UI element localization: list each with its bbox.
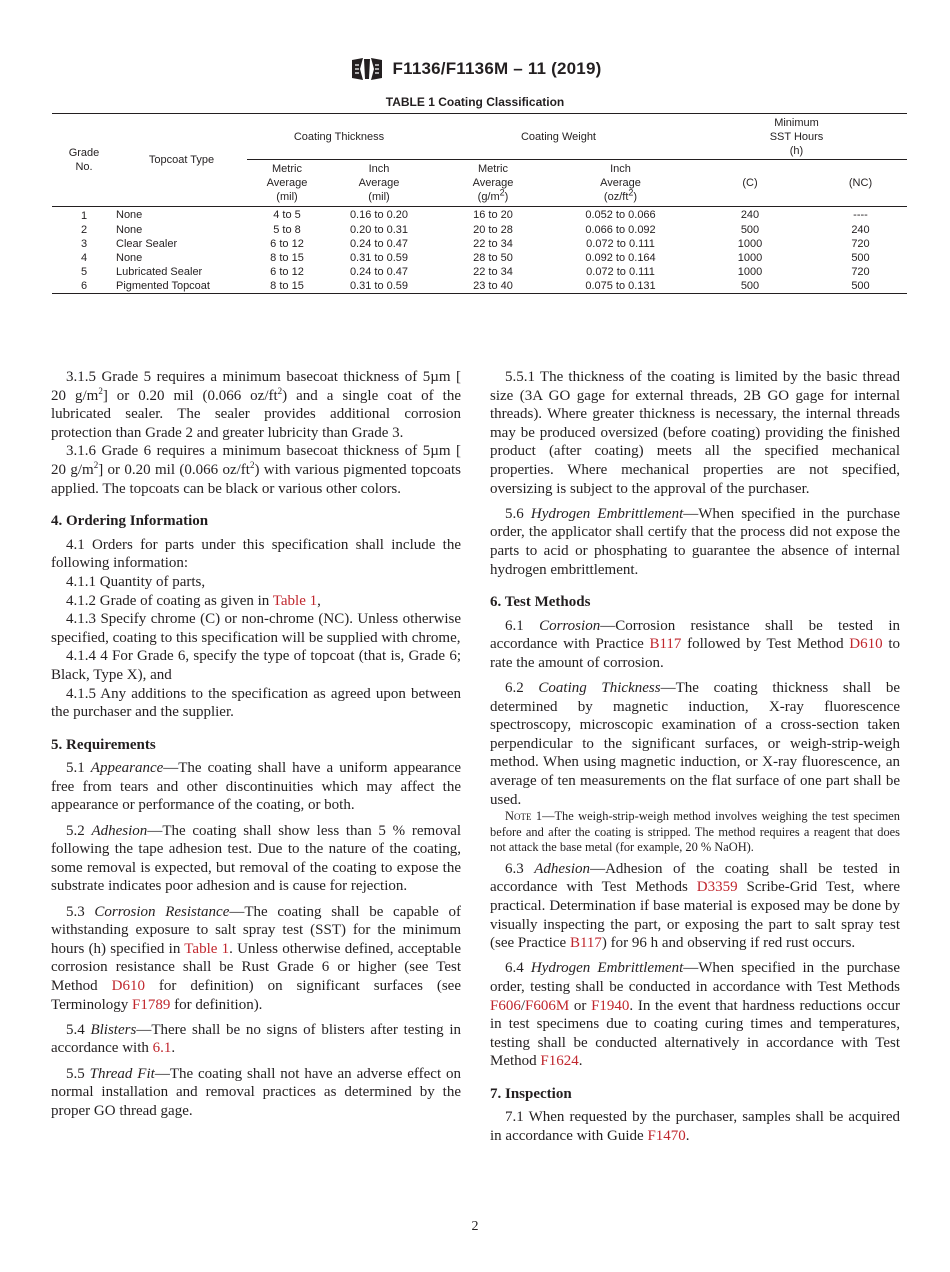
- cell-inch-thickness: 0.24 to 0.47: [349, 238, 409, 250]
- header-nc: (NC): [814, 160, 907, 207]
- para-4-1-3: 4.1.3 Specify chrome (C) or non-chrome (NC). Unless otherwise specified, coating to this specification will be supplied with chrome,: [51, 611, 461, 646]
- table-row: [52, 237, 907, 251]
- cell-inch-weight: 0.075 to 0.131: [555, 279, 686, 294]
- para-3-1-6: 3.1.6 Grade 6 requires a minimum basecoat thickness of 5µm [ 20 $g/m^2$] or 0.20 mil (0.066 $oz/ft^2$) with various pigmented topcoats applied. The topcoats can be black or various other colors.: [51, 443, 461, 497]
- section-heading: 5. Requirements: [51, 736, 156, 753]
- f1940-link[interactable]: F1940: [591, 997, 630, 1014]
- page-number: 2: [471, 1219, 479, 1234]
- section-heading: 6. Test Methods: [490, 594, 591, 611]
- cell-sst-nc: 500: [814, 279, 907, 294]
- table-row: [52, 279, 907, 294]
- table-row: [52, 251, 907, 265]
- f606-link[interactable]: F606: [490, 997, 521, 1014]
- para-6-2: 6.2 Coating Thickness—The coating thickness shall be determined by magnetic induction, X-ray fluorescence spectroscopy, microscopic examination of a cross-section taken perpendicular to the significant surfaces, or weigh-strip-weigh method. When using magnetic induction, or X-ray fluorescence, an average of ten measurements on the flat surface of one part shall be used.: [490, 680, 901, 808]
- cell-sst-c: 1000: [737, 238, 763, 250]
- table-1-link[interactable]: Table 1: [272, 592, 318, 609]
- cell-sst-c: 500: [740, 224, 760, 236]
- para-3-1-5: 3.1.5 Grade 5 requires a minimum basecoat thickness of 5µm [ 20 $g/m^2$] or 0.20 mil (0.066 $oz/ft^2$) and a single coat of the lubricated sealer. The sealer provides additional corrosion protection than Grade 2 and greater lubricity than Grade 3.: [51, 369, 461, 441]
- cell-sst-nc: 720: [851, 238, 870, 250]
- header-thickness: Coating Thickness: [247, 114, 431, 160]
- cell-metric-weight: 22 to 34: [473, 238, 513, 250]
- cell-metric-thickness: 5 to 8: [273, 224, 301, 236]
- cell-metric-thickness: 4 to 5: [273, 209, 301, 221]
- b117-link[interactable]: B117: [569, 935, 602, 952]
- d3359-link[interactable]: D3359: [696, 879, 738, 896]
- para-6-1: 6.1 Corrosion—Corrosion resistance shall be tested in accordance with Practice B117 followed by Test Method D610 to rate the amount of corrosion.: [490, 617, 901, 671]
- para-6-4: 6.4 Hydrogen Embrittlement—When specified in the purchase order, testing shall be conducted in accordance with Test Methods F606/F606M or F1940. In the event that hardness reductions occur in test specimens due to coating curing times and temperatures, testing shall be conducted alternatively in accordance with Test Method F1624.: [490, 960, 900, 1070]
- para-6-3: 6.3 Adhesion—Adhesion of the coating shall be tested in accordance with Test Methods D3359 Scribe-Grid Test, where practical. Determination if base material is exposed may be done by visually inspecting the part, or exposing the part to salt spray test (see Practice B117) for 96 h and observing if red rust occurs.: [490, 860, 901, 952]
- cell-inch-thickness: 0.31 to 0.59: [327, 279, 431, 294]
- cell-metric-thickness: 8 to 15: [247, 279, 327, 294]
- astm-logo-icon: [349, 56, 385, 82]
- cell-metric-weight: 22 to 34: [473, 266, 513, 278]
- para-4-1-1: 4.1.1 Quantity of parts,: [66, 573, 206, 590]
- cell-sst-nc: ----: [853, 209, 868, 221]
- cell-inch-weight: 0.092 to 0.164: [585, 252, 656, 264]
- header-topcoat: Topcoat Type: [116, 114, 247, 207]
- section-heading: 4. Ordering Information: [51, 513, 209, 530]
- cell-sst-nc: 240: [851, 224, 870, 236]
- cell-grade: 2: [80, 224, 88, 236]
- coating-classification-table: [52, 113, 907, 294]
- para-4-1: 4.1 Orders for parts under this specification shall include the following information:: [51, 536, 461, 572]
- header-inch-oz: Inch Average $(oz/ft^2)$: [555, 160, 686, 207]
- cell-inch-thickness: 0.31 to 0.59: [349, 252, 409, 264]
- cell-topcoat: None: [116, 209, 143, 221]
- cell-sst-c: 1000: [737, 252, 763, 264]
- cell-inch-weight: 0.072 to 0.111: [586, 266, 655, 278]
- f1470-link[interactable]: F1470: [647, 1128, 686, 1145]
- para-4-1-5: 4.1.5 Any additions to the specification as agreed upon between the purchaser and the supplier.: [51, 685, 461, 721]
- table-title: TABLE 1 Coating Classification: [385, 95, 565, 109]
- cell-inch-weight: 0.072 to 0.111: [586, 238, 655, 250]
- b117-link[interactable]: B117: [649, 636, 682, 653]
- cell-sst-nc: 720: [851, 266, 870, 278]
- section-heading: 7. Inspection: [490, 1085, 572, 1102]
- cell-topcoat: Lubricated Sealer: [116, 266, 203, 278]
- page-header: [0, 56, 950, 87]
- cell-inch-thickness: 0.20 to 0.31: [349, 224, 409, 236]
- right-column: [490, 368, 900, 1152]
- para-5-5-1: 5.5.1 The thickness of the coating is limited by the basic thread size (3A GO gage for external threads, 2B GO gage for internal threads). Where greater thickness is necessary, the internal threads may be produced oversized (before coating) providing the finished product (after coating) meets all the specified mechanical properties. Where mechanical properties are not specified, oversizing is subject to the approval of the purchaser.: [490, 369, 900, 497]
- cell-sst-c: 500: [686, 279, 814, 294]
- cell-metric-weight: 28 to 50: [473, 252, 513, 264]
- header-sst: Minimum SST Hours (h): [686, 114, 907, 160]
- left-column: [51, 368, 461, 1127]
- table-row: [52, 265, 907, 279]
- para-5-6: 5.6 Hydrogen Embrittlement—When specified in the purchase order, the applicator shall certify that the process did not expose the parts to acid or phosphating to guarantee the absence of internal hydrogen embrittlement.: [490, 505, 900, 578]
- header-inch-mil: Inch Average (mil): [327, 160, 431, 207]
- para-5-1: 5.1 Appearance—The coating shall have a uniform appearance free from tears and other discontinuities which may affect the appearance or performance of the coating, or both.: [51, 760, 461, 814]
- d610-link[interactable]: D610: [849, 636, 883, 653]
- cell-sst-nc: 500: [851, 252, 870, 264]
- cell-inch-weight: 0.052 to 0.066: [585, 209, 656, 221]
- para-7-1: 7.1 When requested by the purchaser, samples shall be acquired in accordance with Guide F1470.: [490, 1109, 900, 1145]
- header-c: (C): [686, 160, 814, 207]
- d610-link[interactable]: D610: [111, 978, 145, 994]
- f1789-link[interactable]: F1789: [132, 996, 171, 1013]
- table-row: [52, 223, 907, 237]
- para-5-4: 5.4 Blisters—There shall be no signs of blisters after testing in accordance with 6.1.: [51, 1021, 461, 1057]
- cell-grade: 3: [80, 238, 88, 250]
- note-1: Note 1—The weigh-strip-weigh method involves weighing the test specimen before and after the coating is stripped. The method requires a reagent that does not attack the base metal (for example, 20 % NaOH).: [490, 809, 900, 855]
- para-5-5: 5.5 Thread Fit—The coating shall not have an adverse effect on normal installation and removal practices as determined by the proper GO thread gage.: [51, 1065, 462, 1119]
- cell-metric-thickness: 6 to 12: [270, 266, 304, 278]
- cell-grade: 4: [80, 252, 88, 264]
- para-5-2: 5.2 Adhesion—The coating shall show less than 5 % removal following the tape adhesion test. Due to the nature of the coating, some removal is expected, but removal of the coating to expose the substrate indicates poor adhesion and is cause for rejection.: [51, 822, 462, 895]
- standard-designation: F1136/F1136M – 11 (2019): [392, 59, 602, 78]
- f606m-link[interactable]: F606M: [525, 997, 570, 1014]
- cell-grade: 5: [80, 266, 88, 278]
- cell-topcoat: None: [116, 224, 143, 236]
- header-weight: Coating Weight: [431, 114, 686, 160]
- cell-metric-thickness: 8 to 15: [270, 252, 304, 264]
- cell-grade: 1: [80, 210, 88, 222]
- cell-topcoat: Clear Sealer: [116, 238, 178, 250]
- cell-topcoat: Pigmented Topcoat: [116, 279, 247, 294]
- table-row: [52, 207, 907, 224]
- cell-metric-weight: 16 to 20: [473, 209, 513, 221]
- cell-metric-thickness: 6 to 12: [270, 238, 304, 250]
- para-4-1-4: 4.1.4 4 For Grade 6, specify the type of topcoat (that is, Grade 6; Black, Type X), and: [51, 648, 461, 683]
- table-1-link[interactable]: Table 1: [184, 940, 230, 957]
- para-4-1-2: 4.1.2 Grade of coating as given in Table 1,: [66, 592, 321, 609]
- cell-sst-c: 1000: [737, 266, 763, 278]
- f1624-link[interactable]: F1624: [540, 1053, 579, 1070]
- cell-topcoat: None: [116, 252, 143, 264]
- cell-inch-thickness: 0.16 to 0.20: [349, 209, 409, 221]
- header-metric-mil: Metric Average (mil): [247, 160, 327, 207]
- cell-sst-c: 240: [740, 209, 760, 221]
- cell-metric-weight: 23 to 40: [431, 279, 555, 294]
- cell-inch-weight: 0.066 to 0.092: [585, 224, 656, 236]
- cell-grade: 6: [52, 279, 116, 294]
- cell-metric-weight: 20 to 28: [473, 224, 513, 236]
- header-grade: Grade No.: [52, 114, 116, 207]
- header-metric-g: Metric Average $(g/m^2)$: [431, 160, 555, 207]
- cell-inch-thickness: 0.24 to 0.47: [349, 266, 409, 278]
- para-5-3: 5.3 Corrosion Resistance—The coating shall be capable of withstanding exposure to salt spray test (SST) for the minimum hours (h) specified in Table 1. Unless otherwise defined, acceptable corrosion resistance shall be Rust Grade 6 or higher (see Test Method D610 for definition) on significant surfaces (see Terminology F1789 for definition).: [51, 903, 461, 1013]
- section-6-1-link[interactable]: 6.1: [152, 1040, 172, 1057]
